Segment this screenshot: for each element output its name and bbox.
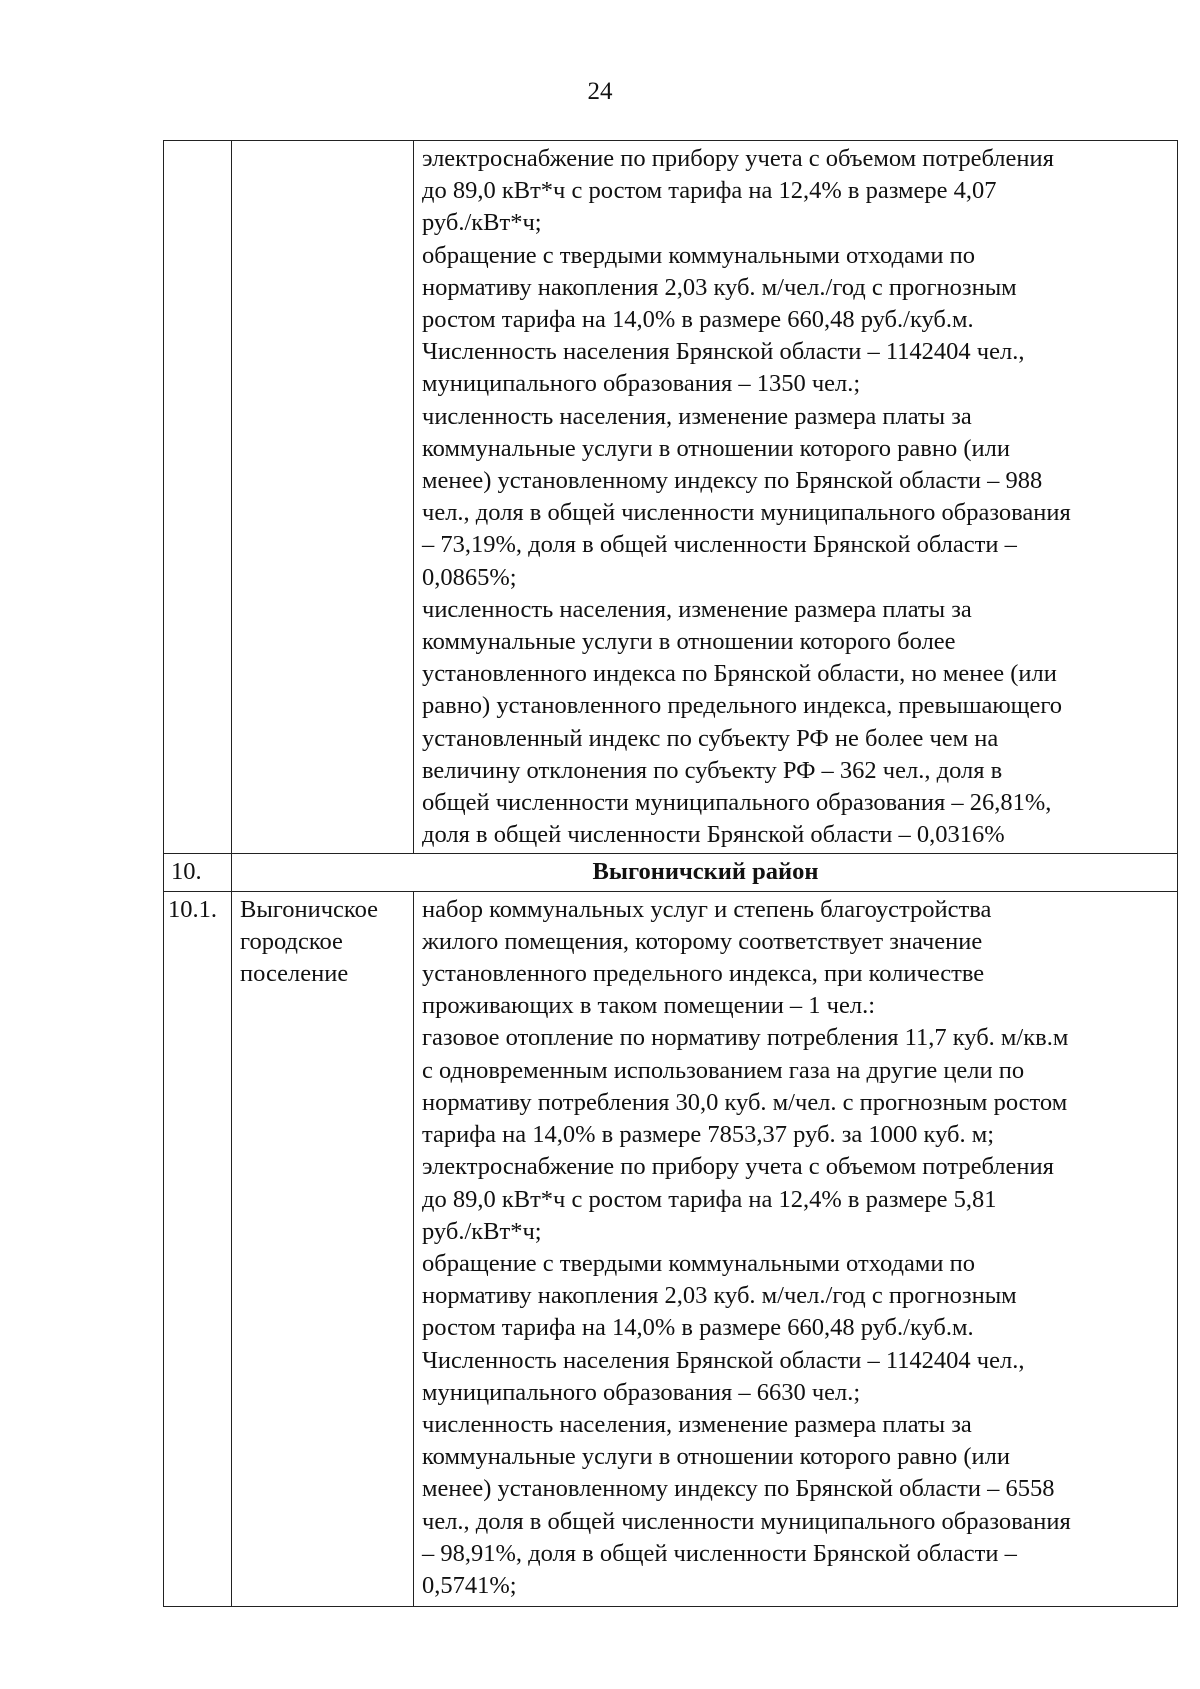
text-line: с одновременным использованием газа на другие цели по <box>422 1056 1025 1084</box>
text-line: общей численности муниципального образования – 26,81%, <box>422 789 1052 817</box>
cell-number <box>164 141 232 854</box>
text-line: равно) установленного предельного индекса, превышающего <box>422 692 1063 720</box>
text-line: менее) установленному индексу по Брянской области – 988 <box>422 467 1043 495</box>
text-line: ростом тарифа на 14,0% в размере 660,48 руб./куб.м. <box>422 1314 974 1342</box>
cell-number: 10.1. <box>164 891 232 1606</box>
text-line: коммунальные услуги в отношении которого более <box>422 628 956 656</box>
section-title: Выгоничский район <box>592 858 819 886</box>
text-line: руб./кВт*ч; <box>422 209 542 237</box>
text-line: Выгоничское <box>240 895 378 923</box>
text-line: – 98,91%, доля в общей численности Брянской области – <box>422 1539 1017 1567</box>
text-line: – 73,19%, доля в общей численности Брянской области – <box>422 531 1017 559</box>
text-line: чел., доля в общей численности муниципального образования <box>422 1507 1071 1535</box>
text-line: электроснабжение по прибору учета с объемом потребления <box>422 145 1054 172</box>
text-line: обращение с твердыми коммунальными отходами по <box>422 241 975 269</box>
text-line: до 89,0 кВт*ч с ростом тарифа на 12,4% в размере 4,07 <box>422 177 997 205</box>
table-row-continuation <box>164 141 1178 854</box>
text-line: жилого помещения, которому соответствует значение <box>422 927 983 955</box>
text-line: нормативу потребления 30,0 куб. м/чел. с прогнозным ростом <box>422 1088 1068 1116</box>
text-line: нормативу накопления 2,03 куб. м/чел./год с прогнозным <box>422 1282 1017 1310</box>
table-row-entry <box>164 891 1178 1606</box>
cell-description <box>414 141 1178 854</box>
text-line: городское <box>240 927 343 955</box>
cell-section-number: 10. <box>164 854 232 891</box>
text-line: численность населения, изменение размера платы за <box>422 595 972 623</box>
text-line: численность населения, изменение размера платы за <box>422 1410 972 1438</box>
description-text <box>414 141 1177 853</box>
text-line: электроснабжение по прибору учета с объемом потребления <box>422 1153 1054 1181</box>
text-line: доля в общей численности Брянской области – 0,0316% <box>422 821 1005 849</box>
cell-section-title <box>232 854 1178 891</box>
text-line: коммунальные услуги в отношении которого равно (или <box>422 434 1010 462</box>
text-line: коммунальные услуги в отношении которого равно (или <box>422 1443 1010 1471</box>
text-line: поселение <box>240 960 349 988</box>
description-text <box>414 892 1177 1604</box>
text-line: чел., доля в общей численности муниципального образования <box>422 499 1071 527</box>
text-line: величину отклонения по субъекту РФ – 362 чел., доля в <box>422 756 1003 784</box>
cell-municipality <box>232 141 414 854</box>
tariff-table <box>163 140 1178 1607</box>
cell-municipality <box>232 891 414 1606</box>
text-line: тарифа на 14,0% в размере 7853,37 руб. за 1000 куб. м; <box>422 1121 995 1149</box>
text-line: установленный индекс по субъекту РФ не более чем на <box>422 724 999 752</box>
text-line: установленного предельного индекса, при количестве <box>422 960 985 988</box>
text-line: 0,5741%; <box>422 1571 517 1599</box>
text-line: руб./кВт*ч; <box>422 1217 542 1245</box>
text-line: менее) установленному индексу по Брянской области – 6558 <box>422 1475 1055 1503</box>
text-line: Численность населения Брянской области – 1142404 чел., <box>422 1346 1025 1374</box>
text-line: муниципального образования – 6630 чел.; <box>422 1378 861 1406</box>
cell-description <box>414 891 1178 1606</box>
municipality-name <box>232 892 413 993</box>
page-number: 24 <box>587 78 613 105</box>
text-line: муниципального образования – 1350 чел.; <box>422 370 861 398</box>
text-line: обращение с твердыми коммунальными отходами по <box>422 1249 975 1277</box>
text-line: Численность населения Брянской области – 1142404 чел., <box>422 338 1025 366</box>
text-line: численность населения, изменение размера платы за <box>422 402 972 430</box>
text-line: нормативу накопления 2,03 куб. м/чел./год с прогнозным <box>422 273 1017 301</box>
text-line: установленного индекса по Брянской области, но менее (или <box>422 660 1057 688</box>
text-line: набор коммунальных услуг и степень благоустройства <box>422 895 992 923</box>
text-line: газовое отопление по нормативу потребления 11,7 куб. м/кв.м <box>422 1024 1069 1052</box>
table-row-section <box>164 854 1178 891</box>
text-line: 0,0865%; <box>422 563 517 591</box>
text-line: до 89,0 кВт*ч с ростом тарифа на 12,4% в размере 5,81 <box>422 1185 997 1213</box>
text-line: проживающих в таком помещении – 1 чел.: <box>422 992 876 1020</box>
text-line: ростом тарифа на 14,0% в размере 660,48 руб./куб.м. <box>422 306 974 334</box>
